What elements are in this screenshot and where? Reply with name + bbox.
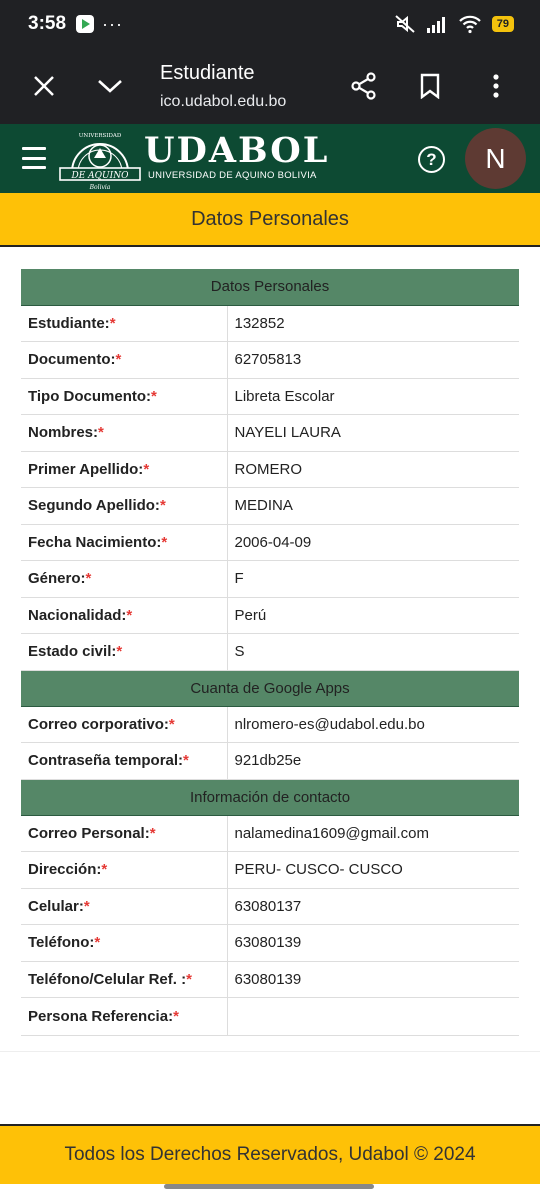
help-icon[interactable]: ? [418,146,445,173]
field-value: 132852 [227,305,519,342]
play-store-icon [76,15,94,33]
field-label: Documento: [28,351,116,369]
field-label: Estudiante: [28,314,110,332]
required-marker: * [159,497,166,515]
section-title: Datos Personales [21,269,519,305]
table-row [21,925,519,962]
required-marker: * [109,314,116,332]
table-row [21,378,519,415]
signal-icon [426,15,448,33]
field-label: Teléfono: [28,934,95,952]
status-time: 3:58 [28,13,67,34]
field-label: Tipo Documento: [28,387,152,405]
field-label: Teléfono/Celular Ref. : [28,970,187,988]
field-value: Perú [227,597,519,634]
field-label-cell [21,561,227,598]
required-marker: * [85,570,92,588]
field-label: Celular: [28,897,84,915]
share-icon[interactable] [344,66,384,106]
field-label-cell [21,524,227,561]
section-title: Información de contacto [21,779,519,815]
field-value: 63080137 [227,888,519,925]
field-value: ROMERO [227,451,519,488]
field-label: Nombres: [28,424,99,442]
field-label: Género: [28,570,86,588]
required-marker: * [116,643,123,661]
seal-bottom-text: Bolivia [89,184,111,190]
page-title: Datos Personales [191,207,349,230]
required-marker: * [98,424,104,442]
table-row [21,342,519,379]
field-value: nlromero-es@udabol.edu.bo [227,706,519,743]
field-label-cell [21,488,227,525]
wifi-icon [458,14,482,34]
close-tab-icon[interactable] [24,66,64,106]
table-row [21,815,519,852]
field-label-cell [21,634,227,671]
table-row [21,888,519,925]
battery-indicator: 79 [492,16,514,32]
table-row [21,961,519,998]
required-marker: * [151,387,157,405]
status-bar [0,0,540,48]
status-indicators [394,14,514,34]
required-marker: * [168,715,175,733]
field-label-cell [21,305,227,342]
brand-subtitle: UNIVERSIDAD DE AQUINO BOLIVIA [148,170,317,181]
field-value: 63080139 [227,961,519,998]
field-label-cell [21,706,227,743]
required-marker: * [115,351,122,369]
table-row [21,852,519,889]
table-row [21,706,519,743]
field-label-cell [21,998,227,1036]
required-marker: * [186,970,192,988]
page-title-band [0,193,540,247]
field-label: Primer Apellido: [28,460,144,478]
field-value: F [227,561,519,598]
user-avatar[interactable]: N [465,128,526,189]
table-row [21,998,519,1036]
gesture-nav-handle[interactable] [164,1184,374,1189]
table-row [21,634,519,671]
table-row [21,524,519,561]
field-value [227,998,519,1036]
field-label-cell [21,852,227,889]
more-vert-icon[interactable] [476,66,516,106]
field-value: PERU- CUSCO- CUSCO [227,852,519,889]
required-marker: * [94,934,101,952]
site-header [0,124,540,193]
field-value: Libreta Escolar [227,378,519,415]
required-marker: * [83,897,90,915]
required-marker: * [101,861,108,879]
status-more-dots: ··· [102,13,124,34]
browser-toolbar [0,48,540,124]
udabol-seal-logo[interactable] [58,128,142,190]
browser-page-title: Estudiante [160,62,255,84]
browser-url[interactable]: ico.udabol.edu.bo [160,93,287,110]
field-label: Dirección: [28,861,102,879]
table-row [21,451,519,488]
required-marker: * [173,1008,179,1025]
field-label: Correo corporativo: [28,715,169,733]
table-row [21,597,519,634]
personal-data-card [0,252,540,1052]
field-value: 63080139 [227,925,519,962]
menu-icon[interactable] [22,147,46,169]
field-label-cell [21,415,227,452]
site-footer [0,1124,540,1184]
field-value: 62705813 [227,342,519,379]
section-header [21,779,519,815]
field-label-cell [21,961,227,998]
brand-name[interactable]: UDABOL [144,130,330,171]
required-marker: * [143,460,150,478]
section-title: Cuanta de Google Apps [21,670,519,706]
chevron-down-icon[interactable] [90,66,130,106]
field-label-cell [21,815,227,852]
field-label: Contraseña temporal: [28,752,184,770]
field-value: NAYELI LAURA [227,415,519,452]
field-value: MEDINA [227,488,519,525]
field-value: 2006-04-09 [227,524,519,561]
field-label: Estado civil: [28,643,117,661]
field-value: nalamedina1609@gmail.com [227,815,519,852]
table-row [21,561,519,598]
field-label: Segundo Apellido: [28,497,160,515]
field-label: Persona Referencia: [28,1008,174,1025]
personal-data-table [21,269,519,1036]
required-marker: * [149,824,156,842]
required-marker: * [126,606,133,624]
field-label-cell [21,597,227,634]
table-row [21,305,519,342]
field-label-cell [21,451,227,488]
field-label-cell [21,743,227,780]
field-value: S [227,634,519,671]
field-label-cell [21,342,227,379]
seal-top-text: UNIVERSIDAD [78,133,122,139]
field-value: 921db25e [227,743,519,780]
required-marker: * [183,752,189,770]
field-label: Correo Personal: [28,824,150,842]
footer-copyright: Todos los Derechos Reservados, Udabol © 2024 [64,1144,476,1165]
section-header [21,670,519,706]
table-row [21,488,519,525]
mute-icon [394,14,416,34]
field-label: Fecha Nacimiento: [28,533,162,551]
bookmark-icon[interactable] [410,66,450,106]
section-header [21,269,519,305]
table-row [21,415,519,452]
field-label: Nacionalidad: [28,606,127,624]
field-label-cell [21,925,227,962]
field-label-cell [21,378,227,415]
seal-band-text: DE AQUINO [71,171,129,181]
required-marker: * [161,533,168,551]
field-label-cell [21,888,227,925]
table-row [21,743,519,780]
